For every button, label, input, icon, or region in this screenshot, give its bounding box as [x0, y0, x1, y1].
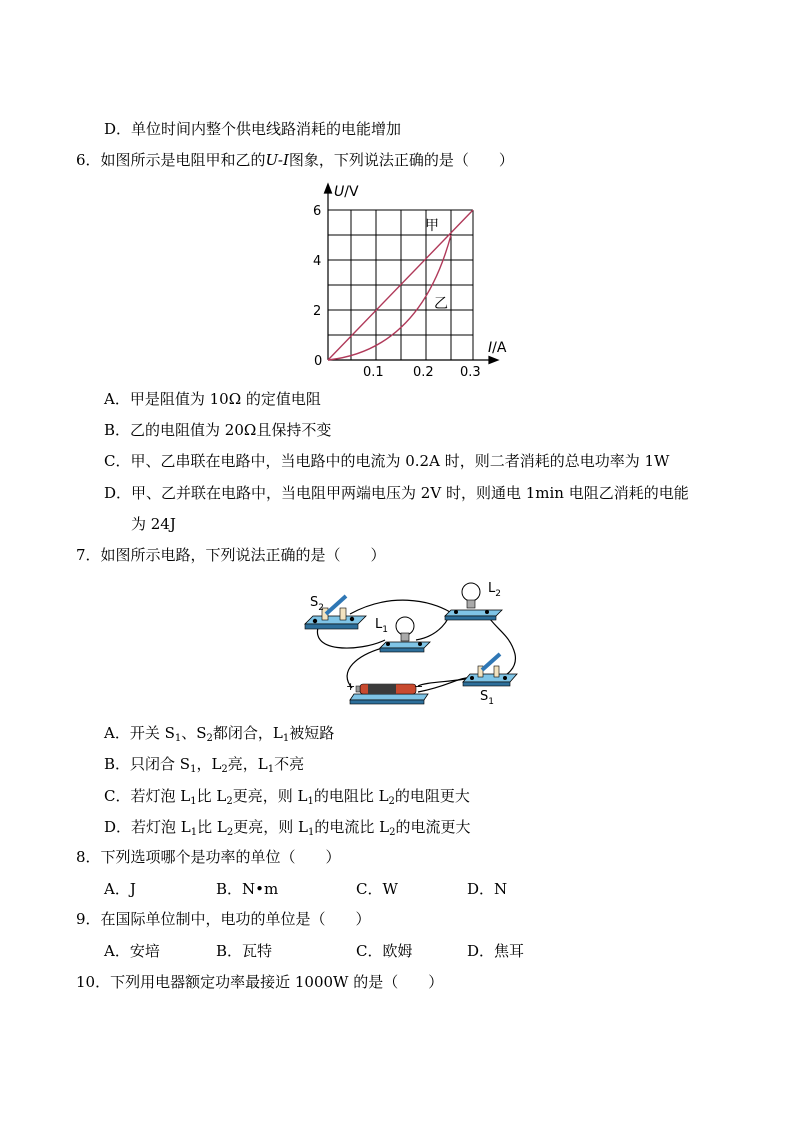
label-plus: + [346, 680, 356, 693]
label-s1: $S_1$ [480, 689, 494, 707]
label-minus: − [414, 680, 424, 693]
y-axis-label: U/V [334, 184, 359, 200]
q8-option-b: B．N•m [216, 880, 279, 898]
ui-graph [300, 180, 530, 380]
q9-stem: 9．在国际单位制中，电功的单位是（ ） [76, 910, 371, 928]
q9-option-c: C．欧姆 [356, 942, 413, 960]
q6-stem-ui: U-I [265, 151, 289, 169]
q7-option-a: A．开关 $S_1$、$S_2$都闭合，$L_1$被短路 [104, 724, 335, 744]
q6-option-d-line1: D．甲、乙并联在电路中，当电阻甲两端电压为 2V 时，则通电 1min 电阻乙消耗的电能 [104, 484, 689, 502]
q6-option-a: A．甲是阻值为 10Ω 的定值电阻 [104, 390, 321, 408]
q6-stem [76, 150, 514, 170]
y-tick-6: 6 [313, 204, 322, 219]
x-tick-03: 0.3 [460, 365, 481, 380]
label-l1: $L_1$ [375, 617, 388, 635]
q8-option-d: D．N [467, 880, 508, 898]
q6-option-b: B．乙的电阻值为 20Ω且保持不变 [104, 421, 332, 439]
label-s2: $S_2$ [310, 595, 324, 613]
q5-option-d: D．单位时间内整个供电线路消耗的电能增加 [104, 120, 402, 138]
x-tick-02: 0.2 [413, 365, 434, 380]
label-yi: 乙 [434, 296, 448, 312]
q7-option-b: B．只闭合 $S_1$，$L_2$亮，$L_1$不亮 [104, 755, 305, 775]
circuit-diagram [300, 574, 530, 714]
q6-option-d-line2: 为 24J [131, 515, 176, 533]
q8-option-a: A．J [104, 880, 136, 898]
x-tick-01: 0.1 [363, 365, 384, 380]
q7-stem: 7．如图所示电路，下列说法正确的是（ ） [76, 546, 386, 564]
q8-stem: 8．下列选项哪个是功率的单位（ ） [76, 848, 341, 866]
y-tick-4: 4 [313, 254, 322, 269]
q6-stem-pre: 6．如图所示是电阻甲和乙的 [76, 151, 266, 169]
q9-option-a: A．安培 [104, 942, 160, 960]
y-tick-2: 2 [313, 304, 322, 319]
label-l2: $L_2$ [488, 581, 501, 599]
q6-stem-post: 图象，下列说法正确的是（ ） [288, 151, 514, 169]
switch-s1 [463, 654, 517, 686]
q9-option-b: B．瓦特 [216, 942, 273, 960]
q6-option-c: C．甲、乙串联在电路中，当电路中的电流为 0.2A 时，则二者消耗的总电功率为 1W [104, 452, 670, 470]
label-jia: 甲 [425, 218, 439, 234]
q10-stem: 10．下列用电器额定功率最接近 1000W 的是（ ） [76, 973, 444, 991]
q7-option-d: D．若灯泡 $L_1$比 $L_2$更亮，则 $L_1$的电流比 $L_2$的电流更大 [104, 818, 471, 838]
q8-option-c: C．W [356, 880, 398, 898]
origin-label: 0 [314, 354, 323, 369]
q9-option-d: D．焦耳 [467, 942, 525, 960]
x-axis-label: I/A [488, 340, 507, 356]
q7-option-c: C．若灯泡 $L_1$比 $L_2$更亮，则 $L_1$的电阻比 $L_2$的电阻更大 [104, 787, 470, 807]
